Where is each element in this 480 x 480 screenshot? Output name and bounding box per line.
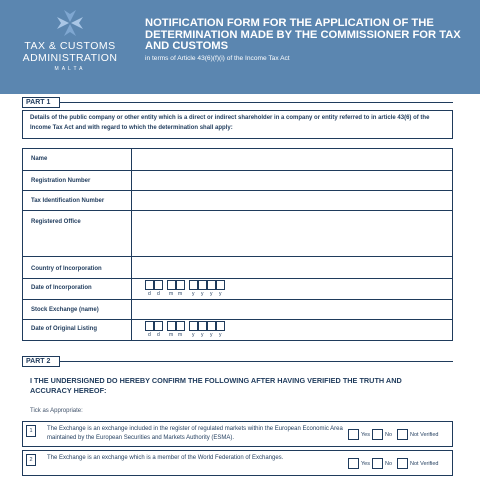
tax-id-field[interactable] [132,191,452,210]
date-box[interactable] [154,280,163,290]
date-hint: d [148,291,151,297]
field-label-date-incorporation: Date of Incorporation [31,285,92,291]
entity-details-table [22,148,453,341]
date-hint: m [178,291,183,297]
option2-no-checkbox[interactable] [372,458,383,469]
date-box[interactable] [198,280,207,290]
confirmation-statement: I THE UNDERSIGNED DO HEREBY CONFIRM THE FOLLOWING AFTER HAVING VERIFIED THE TRUTH AND ACCURACY HEREOF: [30,376,402,395]
part1-label: PART 1 [22,97,60,108]
form-title: NOTIFICATION FORM FOR THE APPLICATION OF THE DETERMINATION MADE BY THE COMMISSIONER FOR TAX AND CUSTOMS [145,17,461,52]
option-number: 2 [26,454,36,466]
part1-intro: Details of the public company or other entity which is a direct or indirect shareholder in a company or entity referred to in article 43(6) of the Income Tax Act and with regard to which the determination shall apply: [22,110,453,139]
form-subtitle: in terms of Article 43(6)(f)(i) of the Income Tax Act [145,55,290,62]
date-box[interactable] [207,321,216,331]
not-verified-label: Not Verified [410,461,439,467]
country-field[interactable] [132,257,452,278]
date-hint: y [210,291,213,297]
date-box[interactable] [176,321,185,331]
date-box[interactable] [167,280,176,290]
date-hint: d [157,332,160,338]
part2-divider [60,361,453,362]
table-row [23,279,452,300]
option-row-2 [22,450,453,476]
no-label: No [385,461,393,467]
table-row [23,171,452,191]
no-label: No [385,432,393,438]
not-verified-label: Not Verified [410,432,439,438]
name-field[interactable] [132,149,452,170]
date-box[interactable] [176,280,185,290]
page-header [0,0,480,94]
option-text: The Exchange is an exchange included in the register of regulated markets within the European Economic Area maintained by the European Securities and Markets Authority (ESMA). [47,426,343,441]
date-box[interactable] [145,280,154,290]
table-row [23,149,452,171]
date-box[interactable] [189,321,198,331]
date-hint: d [148,332,151,338]
field-label-country: Country of Incorporation [31,266,102,272]
date-box[interactable] [216,321,225,331]
date-box[interactable] [198,321,207,331]
option1-not-verified-checkbox[interactable] [397,429,408,440]
registration-number-field[interactable] [132,171,452,190]
stock-exchange-field[interactable] [132,300,452,319]
part2-label: PART 2 [22,356,60,367]
option1-yes-checkbox[interactable] [348,429,359,440]
table-row [23,191,452,211]
field-label-date-listing: Date of Original Listing [31,326,98,332]
date-hint: y [219,291,222,297]
option1-no-checkbox[interactable] [372,429,383,440]
date-box[interactable] [216,280,225,290]
table-row [23,211,452,257]
field-label-registered-office: Registered Office [31,219,81,225]
date-box[interactable] [189,280,198,290]
field-label-stock-exchange: Stock Exchange (name) [31,307,99,313]
date-hint: m [169,332,174,338]
part1-divider [60,102,453,103]
date-hint: m [178,332,183,338]
date-box[interactable] [145,321,154,331]
yes-label: Yes [361,461,370,467]
date-hint: y [210,332,213,338]
field-label-tax-id: Tax Identification Number [31,198,105,204]
table-row [23,257,452,279]
logo-text-line2: ADMINISTRATION [22,52,118,64]
field-label-registration-number: Registration Number [31,178,91,184]
option-number: 1 [26,425,36,437]
date-hint: y [219,332,222,338]
date-hint: d [157,291,160,297]
logo-text-line1: TAX & CUSTOMS [24,40,116,52]
table-row [23,300,452,320]
logo-text-line3: MALTA [54,66,86,72]
date-box[interactable] [167,321,176,331]
date-hint: y [201,291,204,297]
yes-label: Yes [361,432,370,438]
maltese-cross-icon [55,8,85,38]
date-hint: y [192,332,195,338]
date-hint: y [201,332,204,338]
date-box[interactable] [207,280,216,290]
field-label-name: Name [31,156,48,162]
registered-office-field[interactable] [132,211,452,256]
date-hint: y [192,291,195,297]
date-box[interactable] [154,321,163,331]
table-row [23,320,452,340]
date-hint: m [169,291,174,297]
option-text: The Exchange is an exchange which is a member of the World Federation of Exchanges. [47,455,284,461]
option2-yes-checkbox[interactable] [348,458,359,469]
logo [0,8,140,72]
tick-instruction: Tick as Appropriate: [30,408,83,414]
option2-not-verified-checkbox[interactable] [397,458,408,469]
option-row-1 [22,421,453,447]
